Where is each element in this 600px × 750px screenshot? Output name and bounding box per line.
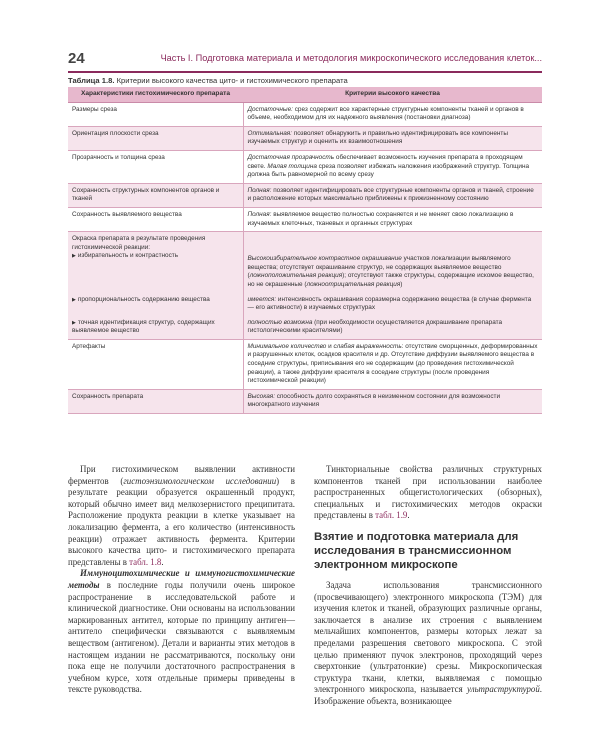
table-row [68, 293, 542, 316]
criteria-text: среза позволяет избежать наложения изображений структур. Толщина должна быть равномерной по всему срезу [247, 162, 530, 179]
criteria-text: позволяет обнаружить и правильно идентифицировать все компоненты изучаемых структур и оценить их взаимоотношения [247, 129, 508, 146]
criteria-term: Минимальное количество [247, 342, 327, 350]
criteria-term: Полная: [247, 186, 272, 194]
criteria-text: обеспечивает возможность изучения препарата в проходящем свете. [247, 153, 523, 170]
table-row [68, 126, 542, 150]
paragraph: При гистохимическом выявлении активности ферментов (гистоэнзимологическом исследовании) в результате реакции образуется окрашенный продукт, который обычно имеет вид мелкозернистого преципитата. Расположение продукта реакции в клетке указывает на локализацию фермента, а его количество (интенсивность реакции) отражает активность фермента. Критерии высокого качества цито- и гистохимического препарата представлены в табл. 1.8. [68, 464, 295, 567]
criteria-text: : отсутствие сморщенных, деформированных и разрушенных клеток, осадков красителя и др. Отсутствие диффузии выявляемого вещества в соседние структуры, приписывания его не содержащим (до проведения гистохимической реакции), а также диффузии красителя в соседние структуры (после проведения гистохимической реакции) [247, 342, 538, 385]
criteria-term: слабая выраженность [333, 342, 402, 350]
table-row [68, 207, 542, 231]
triangle-bullet-icon: ▶ [72, 319, 76, 326]
criteria-term: Оптимальная: [247, 129, 292, 137]
right-text-column [314, 464, 542, 708]
table-row [68, 102, 542, 126]
criteria-text: позволяет идентифицировать все структурные компоненты органов и тканей, строение и расположение которых максимально приближены к прижизненному состоянию [247, 186, 534, 203]
criteria-text: срез содержит все характерные структурные компоненты тканей и органов в объеме, необходимом для их надежного выявления (постановки диагноза) [247, 105, 524, 122]
triangle-bullet-icon: ▶ [72, 253, 76, 260]
table-row [68, 339, 542, 389]
row-criteria [243, 293, 542, 316]
row-label: Размеры среза [68, 102, 243, 126]
criteria-text: ); отсутствуют также структуры, содержащие искомое вещество, но не окрашенные ( [247, 272, 534, 288]
row-criteria [243, 126, 542, 150]
row-label [68, 316, 243, 340]
table-header-criteria: Критерии высокого качества [243, 87, 542, 102]
table-row [68, 232, 542, 293]
criteria-term: ложноотрицательная реакция [306, 280, 401, 288]
criteria-text: интенсивность окрашивания соразмерна содержанию вещества (в случае фермента — его активности) в изучаемых структурах [247, 295, 532, 312]
row-criteria [243, 316, 542, 340]
row-criteria [243, 232, 542, 293]
criteria-term: ложноположительная реакция [249, 272, 343, 280]
table-row [68, 183, 542, 207]
running-title: Часть I. Подготовка материала и методология микроскопического исследования клеток... [160, 53, 542, 63]
row-label: Сохранность выявляемого вещества [68, 207, 243, 231]
row-label-sub: точная идентификация структур, содержащих выявляемое вещество [72, 318, 215, 335]
row-label: Сохранность препарата [68, 389, 243, 413]
criteria-term: имеется: [247, 295, 277, 303]
row-label-main: Окраска препарата в результате проведения гистохимической реакции: [72, 235, 206, 251]
table-caption-text: Критерии высокого качества цито- и гистохимического препарата [116, 76, 348, 85]
criteria-text: (при необходимости осуществляется докрашивание препарата гистологическими красителями) [247, 318, 503, 335]
table-row [68, 150, 542, 183]
page-number: 24 [68, 50, 85, 67]
table-row [68, 316, 542, 340]
criteria-term: Высокая: [247, 392, 275, 400]
table-caption-label: Таблица 1.8. [68, 76, 115, 85]
criteria-text: участков локализации выявляемого вещества; отсутствует окрашивание структур, не содержащих выявляемое вещество ( [247, 255, 511, 280]
paragraph: Задача использования трансмиссионного (просвечивающего) электронного микроскопа (ТЭМ) для изучения клеток и тканей, образующих различные органы, заключается в анализе их строения с выявлением мельчайших компонентов, размеры которых лежат за пределами разрешения светового микроскопа. С этой целью применяют пучок электронов, проходящий через сверхтонкие (ультратонкие) срезы. Микроскопическая структура ткани, клетки, выявляемая с помощью электронного микроскопа, называется ультраструктурой. Изображение объекта, возникающее [314, 579, 542, 706]
table-caption [68, 76, 348, 85]
criteria-term: Достаточная прозрачность [247, 153, 335, 161]
criteria-term: Малая толщина [267, 162, 317, 170]
paragraph: Иммуноцитохимические и иммуногистохимические методы в последние годы получили очень широкое распространение в исследовательской работе и клинической диагностике. Они основаны на использовании маркированных антител, которые по принципу антиген—антитело специфически связываются с выявляемым веществом (антигеном). Детали и варианты этих методов в настоящем издании не рассматриваются, поскольку они пока еще не получили достаточного распространения в учебном курсе, хотя отдельные примеры приведены в тексте руководства. [68, 568, 295, 695]
quality-criteria-table [68, 87, 542, 414]
paragraph: Тинкториальные свойства различных структурных компонентов тканей при использовании наиболее распространенных общегистологических (обзорных), специальных и гистохимических методов окраски представлены в табл. 1.9. [314, 464, 542, 521]
header-rule [68, 71, 542, 73]
row-criteria [243, 183, 542, 207]
row-label-sub: избирательность и контрастность [77, 252, 179, 260]
row-criteria [243, 150, 542, 183]
row-label-sub: пропорциональность содержанию вещества [77, 295, 210, 303]
criteria-term: Полная: [247, 210, 272, 218]
criteria-term: Высокоизбирательное контрастное окрашивание [247, 255, 402, 263]
row-criteria [243, 102, 542, 126]
row-label: Сохранность структурных компонентов органов и тканей [68, 183, 243, 207]
left-text-column [68, 464, 295, 696]
section-heading: Взятие и подготовка материала для исследования в трансмиссионном электронном микроскопе [314, 530, 519, 571]
criteria-term: полностью возможна [247, 318, 313, 326]
row-criteria [243, 207, 542, 231]
row-label: Ориентация плоскости среза [68, 126, 243, 150]
row-criteria [243, 389, 542, 413]
criteria-text: способность долго сохраняться в неизменном состоянии для возможности многократного изучения [247, 392, 501, 409]
row-label: Прозрачность и толщина среза [68, 150, 243, 183]
table-link[interactable]: табл. 1.8 [129, 556, 162, 567]
row-label [68, 293, 243, 316]
criteria-term: Достаточные: [247, 105, 293, 113]
criteria-text: ) [400, 280, 403, 288]
table-header-characteristics: Характеристики гистохимического препарата [68, 87, 243, 102]
row-label [68, 232, 243, 293]
row-criteria [243, 339, 542, 389]
triangle-bullet-icon: ▶ [72, 296, 76, 303]
criteria-text: выявляемое вещество полностью сохраняется и не меняет свою локализацию в изучаемых клеточных, тканевых и органных структурах [247, 210, 514, 227]
row-label: Артефакты [68, 339, 243, 389]
criteria-text: и [326, 342, 334, 350]
table-link[interactable]: табл. 1.9 [375, 510, 408, 521]
running-header [68, 50, 542, 70]
table-row [68, 389, 542, 413]
